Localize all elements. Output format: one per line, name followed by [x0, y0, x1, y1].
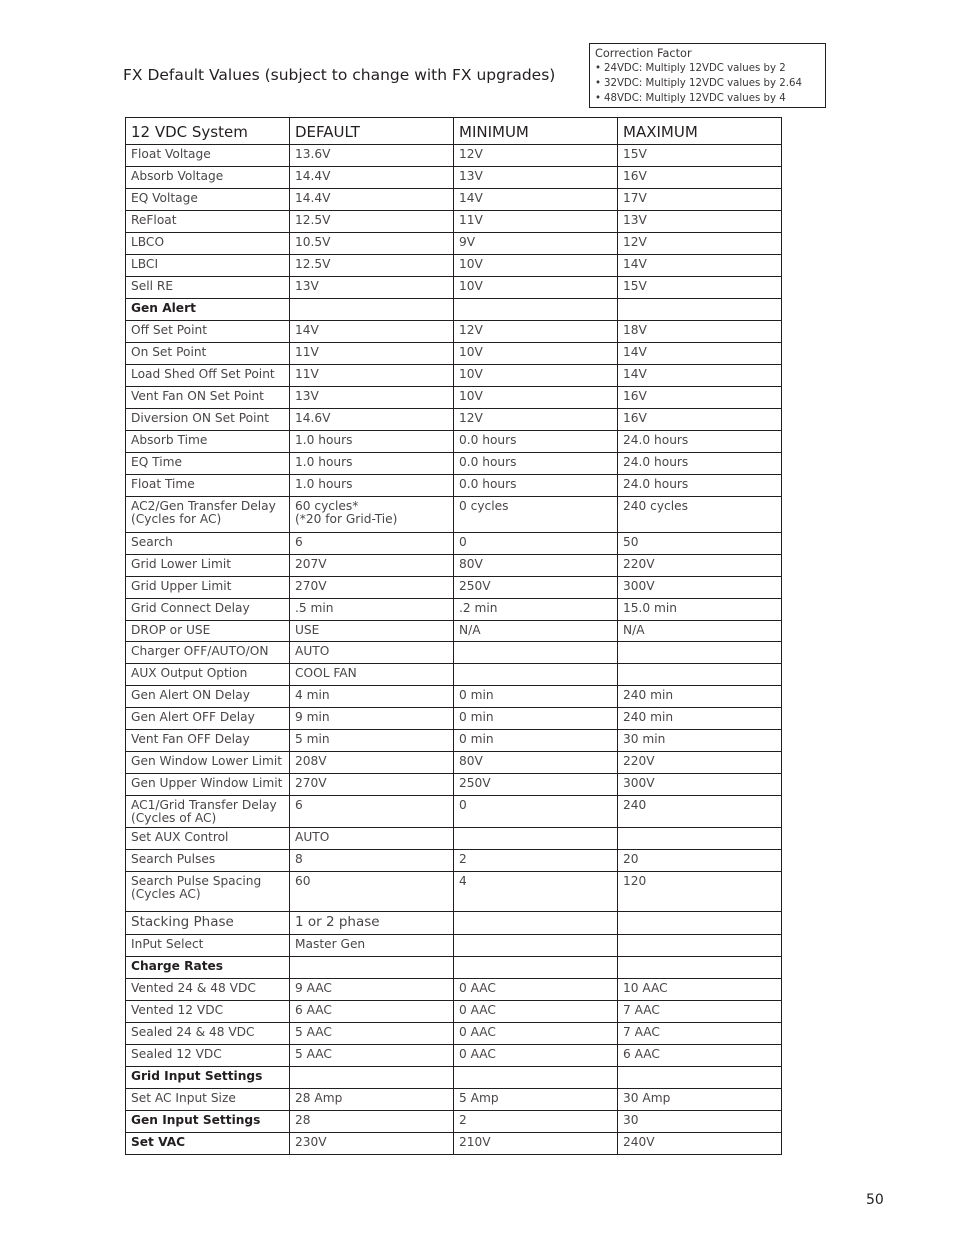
table-row — [126, 255, 782, 277]
correction-factor-item: • 24VDC: Multiply 12VDC values by 2 — [595, 61, 820, 76]
default-cell: 11V — [290, 343, 454, 365]
default-cell: 230V — [290, 1133, 454, 1155]
default-cell: 6 — [290, 796, 454, 828]
setting-cell: Sell RE — [126, 277, 290, 299]
minimum-cell: 80V — [454, 752, 618, 774]
table-row — [126, 730, 782, 752]
setting-cell: InPut Select — [126, 935, 290, 957]
maximum-cell: 30 — [618, 1111, 782, 1133]
default-cell: Master Gen — [290, 935, 454, 957]
table-row — [126, 752, 782, 774]
setting-cell: Set VAC — [126, 1133, 290, 1155]
maximum-cell: 24.0 hours — [618, 453, 782, 475]
default-cell: 270V — [290, 577, 454, 599]
maximum-cell: 120 — [618, 872, 782, 912]
minimum-cell: 0 AAC — [454, 1001, 618, 1023]
maximum-cell: 16V — [618, 167, 782, 189]
table-row — [126, 850, 782, 872]
maximum-cell: 30 Amp — [618, 1089, 782, 1111]
default-cell: 9 AAC — [290, 979, 454, 1001]
maximum-cell: 240 cycles — [618, 497, 782, 533]
correction-factor-box — [589, 43, 826, 108]
table-row — [126, 409, 782, 431]
maximum-cell: 14V — [618, 255, 782, 277]
table-row — [126, 321, 782, 343]
minimum-cell: 10V — [454, 255, 618, 277]
setting-cell: Gen Input Settings — [126, 1111, 290, 1133]
table-row — [126, 872, 782, 912]
maximum-cell: 240 — [618, 796, 782, 828]
default-cell: 12.5V — [290, 255, 454, 277]
header-default: DEFAULT — [290, 118, 454, 145]
default-cell: 14V — [290, 321, 454, 343]
table-row — [126, 935, 782, 957]
table-row — [126, 774, 782, 796]
minimum-cell — [454, 299, 618, 321]
minimum-cell — [454, 642, 618, 664]
table-row — [126, 233, 782, 255]
maximum-cell: 13V — [618, 211, 782, 233]
default-cell: 60 — [290, 872, 454, 912]
default-cell: 1.0 hours — [290, 475, 454, 497]
default-cell: 10.5V — [290, 233, 454, 255]
maximum-cell: 15V — [618, 277, 782, 299]
minimum-cell: 0 cycles — [454, 497, 618, 533]
correction-factor-item: • 32VDC: Multiply 12VDC values by 2.64 — [595, 76, 820, 91]
minimum-cell: 250V — [454, 577, 618, 599]
setting-cell: AC1/Grid Transfer Delay (Cycles of AC) — [126, 796, 290, 828]
maximum-cell: 240V — [618, 1133, 782, 1155]
table-row — [126, 277, 782, 299]
default-cell: AUTO — [290, 828, 454, 850]
maximum-cell: 300V — [618, 577, 782, 599]
table-row — [126, 979, 782, 1001]
minimum-cell: 0 min — [454, 708, 618, 730]
minimum-cell — [454, 957, 618, 979]
table-row — [126, 343, 782, 365]
page-title: FX Default Values (subject to change with FX upgrades) — [123, 66, 556, 84]
minimum-cell: 9V — [454, 233, 618, 255]
table-row — [126, 365, 782, 387]
minimum-cell: 0 AAC — [454, 1045, 618, 1067]
table-row — [126, 828, 782, 850]
default-cell: 28 — [290, 1111, 454, 1133]
default-cell: 14.4V — [290, 167, 454, 189]
minimum-cell: 10V — [454, 343, 618, 365]
setting-cell: Stacking Phase — [126, 912, 290, 935]
minimum-cell: .2 min — [454, 599, 618, 621]
minimum-cell: 10V — [454, 365, 618, 387]
setting-cell: Vent Fan OFF Delay — [126, 730, 290, 752]
default-cell: USE — [290, 621, 454, 642]
maximum-cell: 220V — [618, 752, 782, 774]
table-body — [126, 145, 782, 1155]
default-cell: 14.6V — [290, 409, 454, 431]
default-cell: COOL FAN — [290, 664, 454, 686]
default-cell: 14.4V — [290, 189, 454, 211]
table-row — [126, 453, 782, 475]
maximum-cell — [618, 828, 782, 850]
table-row — [126, 1111, 782, 1133]
maximum-cell — [618, 664, 782, 686]
default-cell: 5 AAC — [290, 1023, 454, 1045]
default-cell: 1 or 2 phase — [290, 912, 454, 935]
setting-cell: Vented 12 VDC — [126, 1001, 290, 1023]
minimum-cell: 0 — [454, 796, 618, 828]
maximum-cell — [618, 912, 782, 935]
maximum-cell: 7 AAC — [618, 1023, 782, 1045]
table-row — [126, 1133, 782, 1155]
default-cell: 6 AAC — [290, 1001, 454, 1023]
default-cell: 5 AAC — [290, 1045, 454, 1067]
maximum-cell: 240 min — [618, 708, 782, 730]
setting-cell: Gen Alert ON Delay — [126, 686, 290, 708]
default-cell: .5 min — [290, 599, 454, 621]
setting-cell: Off Set Point — [126, 321, 290, 343]
setting-cell: AUX Output Option — [126, 664, 290, 686]
table-row — [126, 555, 782, 577]
setting-cell: Sealed 24 & 48 VDC — [126, 1023, 290, 1045]
minimum-cell: 0 AAC — [454, 1023, 618, 1045]
setting-cell: Absorb Time — [126, 431, 290, 453]
setting-cell: Grid Lower Limit — [126, 555, 290, 577]
table-row — [126, 686, 782, 708]
table-row — [126, 708, 782, 730]
default-cell: 6 — [290, 533, 454, 555]
maximum-cell: 24.0 hours — [618, 475, 782, 497]
setting-cell: Set AC Input Size — [126, 1089, 290, 1111]
setting-cell: Vent Fan ON Set Point — [126, 387, 290, 409]
header-maximum: MAXIMUM — [618, 118, 782, 145]
minimum-cell: 80V — [454, 555, 618, 577]
table-row — [126, 145, 782, 167]
page-number: 50 — [866, 1192, 884, 1208]
setting-cell: Gen Upper Window Limit — [126, 774, 290, 796]
default-cell: 60 cycles* (*20 for Grid-Tie) — [290, 497, 454, 533]
maximum-cell — [618, 957, 782, 979]
minimum-cell: 0 — [454, 533, 618, 555]
header-minimum: MINIMUM — [454, 118, 618, 145]
table-row — [126, 912, 782, 935]
setting-cell: Charge Rates — [126, 957, 290, 979]
setting-cell: EQ Voltage — [126, 189, 290, 211]
default-cell: 28 Amp — [290, 1089, 454, 1111]
setting-cell: Grid Upper Limit — [126, 577, 290, 599]
default-cell: 9 min — [290, 708, 454, 730]
minimum-cell — [454, 828, 618, 850]
correction-factor-title: Correction Factor — [595, 47, 692, 60]
default-cell: 5 min — [290, 730, 454, 752]
table-row — [126, 796, 782, 828]
setting-cell: Search Pulse Spacing (Cycles AC) — [126, 872, 290, 912]
table-row — [126, 599, 782, 621]
default-values-table — [125, 117, 782, 1155]
minimum-cell: 14V — [454, 189, 618, 211]
default-cell: AUTO — [290, 642, 454, 664]
table-row — [126, 1023, 782, 1045]
default-cell — [290, 957, 454, 979]
minimum-cell: 0.0 hours — [454, 475, 618, 497]
maximum-cell: 16V — [618, 409, 782, 431]
table-row — [126, 189, 782, 211]
setting-cell: LBCO — [126, 233, 290, 255]
table-row — [126, 642, 782, 664]
minimum-cell — [454, 664, 618, 686]
table-row — [126, 387, 782, 409]
default-cell: 270V — [290, 774, 454, 796]
setting-cell: Grid Connect Delay — [126, 599, 290, 621]
minimum-cell: 0.0 hours — [454, 431, 618, 453]
maximum-cell: 12V — [618, 233, 782, 255]
minimum-cell — [454, 912, 618, 935]
setting-cell: Gen Alert OFF Delay — [126, 708, 290, 730]
table-row — [126, 431, 782, 453]
correction-factor-list — [595, 61, 820, 106]
default-cell: 8 — [290, 850, 454, 872]
header-system: 12 VDC System — [126, 118, 290, 145]
table-row — [126, 1067, 782, 1089]
minimum-cell — [454, 935, 618, 957]
minimum-cell: 250V — [454, 774, 618, 796]
table-row — [126, 533, 782, 555]
default-cell: 13V — [290, 387, 454, 409]
table-row — [126, 1001, 782, 1023]
maximum-cell: 30 min — [618, 730, 782, 752]
setting-cell: DROP or USE — [126, 621, 290, 642]
table-row — [126, 167, 782, 189]
maximum-cell: 15.0 min — [618, 599, 782, 621]
minimum-cell: 5 Amp — [454, 1089, 618, 1111]
default-cell: 12.5V — [290, 211, 454, 233]
default-cell: 208V — [290, 752, 454, 774]
setting-cell: Sealed 12 VDC — [126, 1045, 290, 1067]
default-cell: 13.6V — [290, 145, 454, 167]
setting-cell: Float Time — [126, 475, 290, 497]
maximum-cell: 18V — [618, 321, 782, 343]
table-row — [126, 664, 782, 686]
minimum-cell: 0 AAC — [454, 979, 618, 1001]
default-cell: 1.0 hours — [290, 431, 454, 453]
setting-cell: Charger OFF/AUTO/ON — [126, 642, 290, 664]
setting-cell: EQ Time — [126, 453, 290, 475]
minimum-cell: 12V — [454, 321, 618, 343]
table-row — [126, 475, 782, 497]
minimum-cell: 12V — [454, 145, 618, 167]
minimum-cell: 11V — [454, 211, 618, 233]
setting-cell: LBCI — [126, 255, 290, 277]
minimum-cell: 10V — [454, 277, 618, 299]
setting-cell: AC2/Gen Transfer Delay (Cycles for AC) — [126, 497, 290, 533]
table-row — [126, 299, 782, 321]
default-cell — [290, 299, 454, 321]
maximum-cell: 220V — [618, 555, 782, 577]
minimum-cell: 2 — [454, 850, 618, 872]
maximum-cell: 10 AAC — [618, 979, 782, 1001]
setting-cell: ReFloat — [126, 211, 290, 233]
minimum-cell: 12V — [454, 409, 618, 431]
maximum-cell: 240 min — [618, 686, 782, 708]
maximum-cell: 14V — [618, 365, 782, 387]
setting-cell: Gen Window Lower Limit — [126, 752, 290, 774]
maximum-cell: 14V — [618, 343, 782, 365]
minimum-cell: 0 min — [454, 686, 618, 708]
default-cell: 13V — [290, 277, 454, 299]
maximum-cell: N/A — [618, 621, 782, 642]
minimum-cell: 210V — [454, 1133, 618, 1155]
setting-cell: Search Pulses — [126, 850, 290, 872]
table-row — [126, 957, 782, 979]
setting-cell: Float Voltage — [126, 145, 290, 167]
setting-cell: Grid Input Settings — [126, 1067, 290, 1089]
default-cell — [290, 1067, 454, 1089]
setting-cell: Set AUX Control — [126, 828, 290, 850]
minimum-cell: 13V — [454, 167, 618, 189]
maximum-cell: 300V — [618, 774, 782, 796]
maximum-cell: 24.0 hours — [618, 431, 782, 453]
default-cell: 4 min — [290, 686, 454, 708]
maximum-cell: 16V — [618, 387, 782, 409]
correction-factor-item: • 48VDC: Multiply 12VDC values by 4 — [595, 91, 820, 106]
setting-cell: Search — [126, 533, 290, 555]
setting-cell: Load Shed Off Set Point — [126, 365, 290, 387]
maximum-cell: 20 — [618, 850, 782, 872]
minimum-cell: 0.0 hours — [454, 453, 618, 475]
maximum-cell: 6 AAC — [618, 1045, 782, 1067]
table-row — [126, 621, 782, 642]
setting-cell: Absorb Voltage — [126, 167, 290, 189]
table-header-row — [126, 118, 782, 145]
maximum-cell: 15V — [618, 145, 782, 167]
minimum-cell: 4 — [454, 872, 618, 912]
maximum-cell: 17V — [618, 189, 782, 211]
maximum-cell — [618, 642, 782, 664]
table-row — [126, 211, 782, 233]
minimum-cell: 0 min — [454, 730, 618, 752]
minimum-cell: 2 — [454, 1111, 618, 1133]
setting-cell: Diversion ON Set Point — [126, 409, 290, 431]
table-row — [126, 1045, 782, 1067]
default-cell: 11V — [290, 365, 454, 387]
default-cell: 207V — [290, 555, 454, 577]
table-row — [126, 497, 782, 533]
minimum-cell: 10V — [454, 387, 618, 409]
default-cell: 1.0 hours — [290, 453, 454, 475]
setting-cell: On Set Point — [126, 343, 290, 365]
maximum-cell: 50 — [618, 533, 782, 555]
setting-cell: Gen Alert — [126, 299, 290, 321]
maximum-cell — [618, 299, 782, 321]
setting-cell: Vented 24 & 48 VDC — [126, 979, 290, 1001]
minimum-cell — [454, 1067, 618, 1089]
minimum-cell: N/A — [454, 621, 618, 642]
maximum-cell — [618, 1067, 782, 1089]
table-row — [126, 1089, 782, 1111]
table-row — [126, 577, 782, 599]
maximum-cell — [618, 935, 782, 957]
maximum-cell: 7 AAC — [618, 1001, 782, 1023]
